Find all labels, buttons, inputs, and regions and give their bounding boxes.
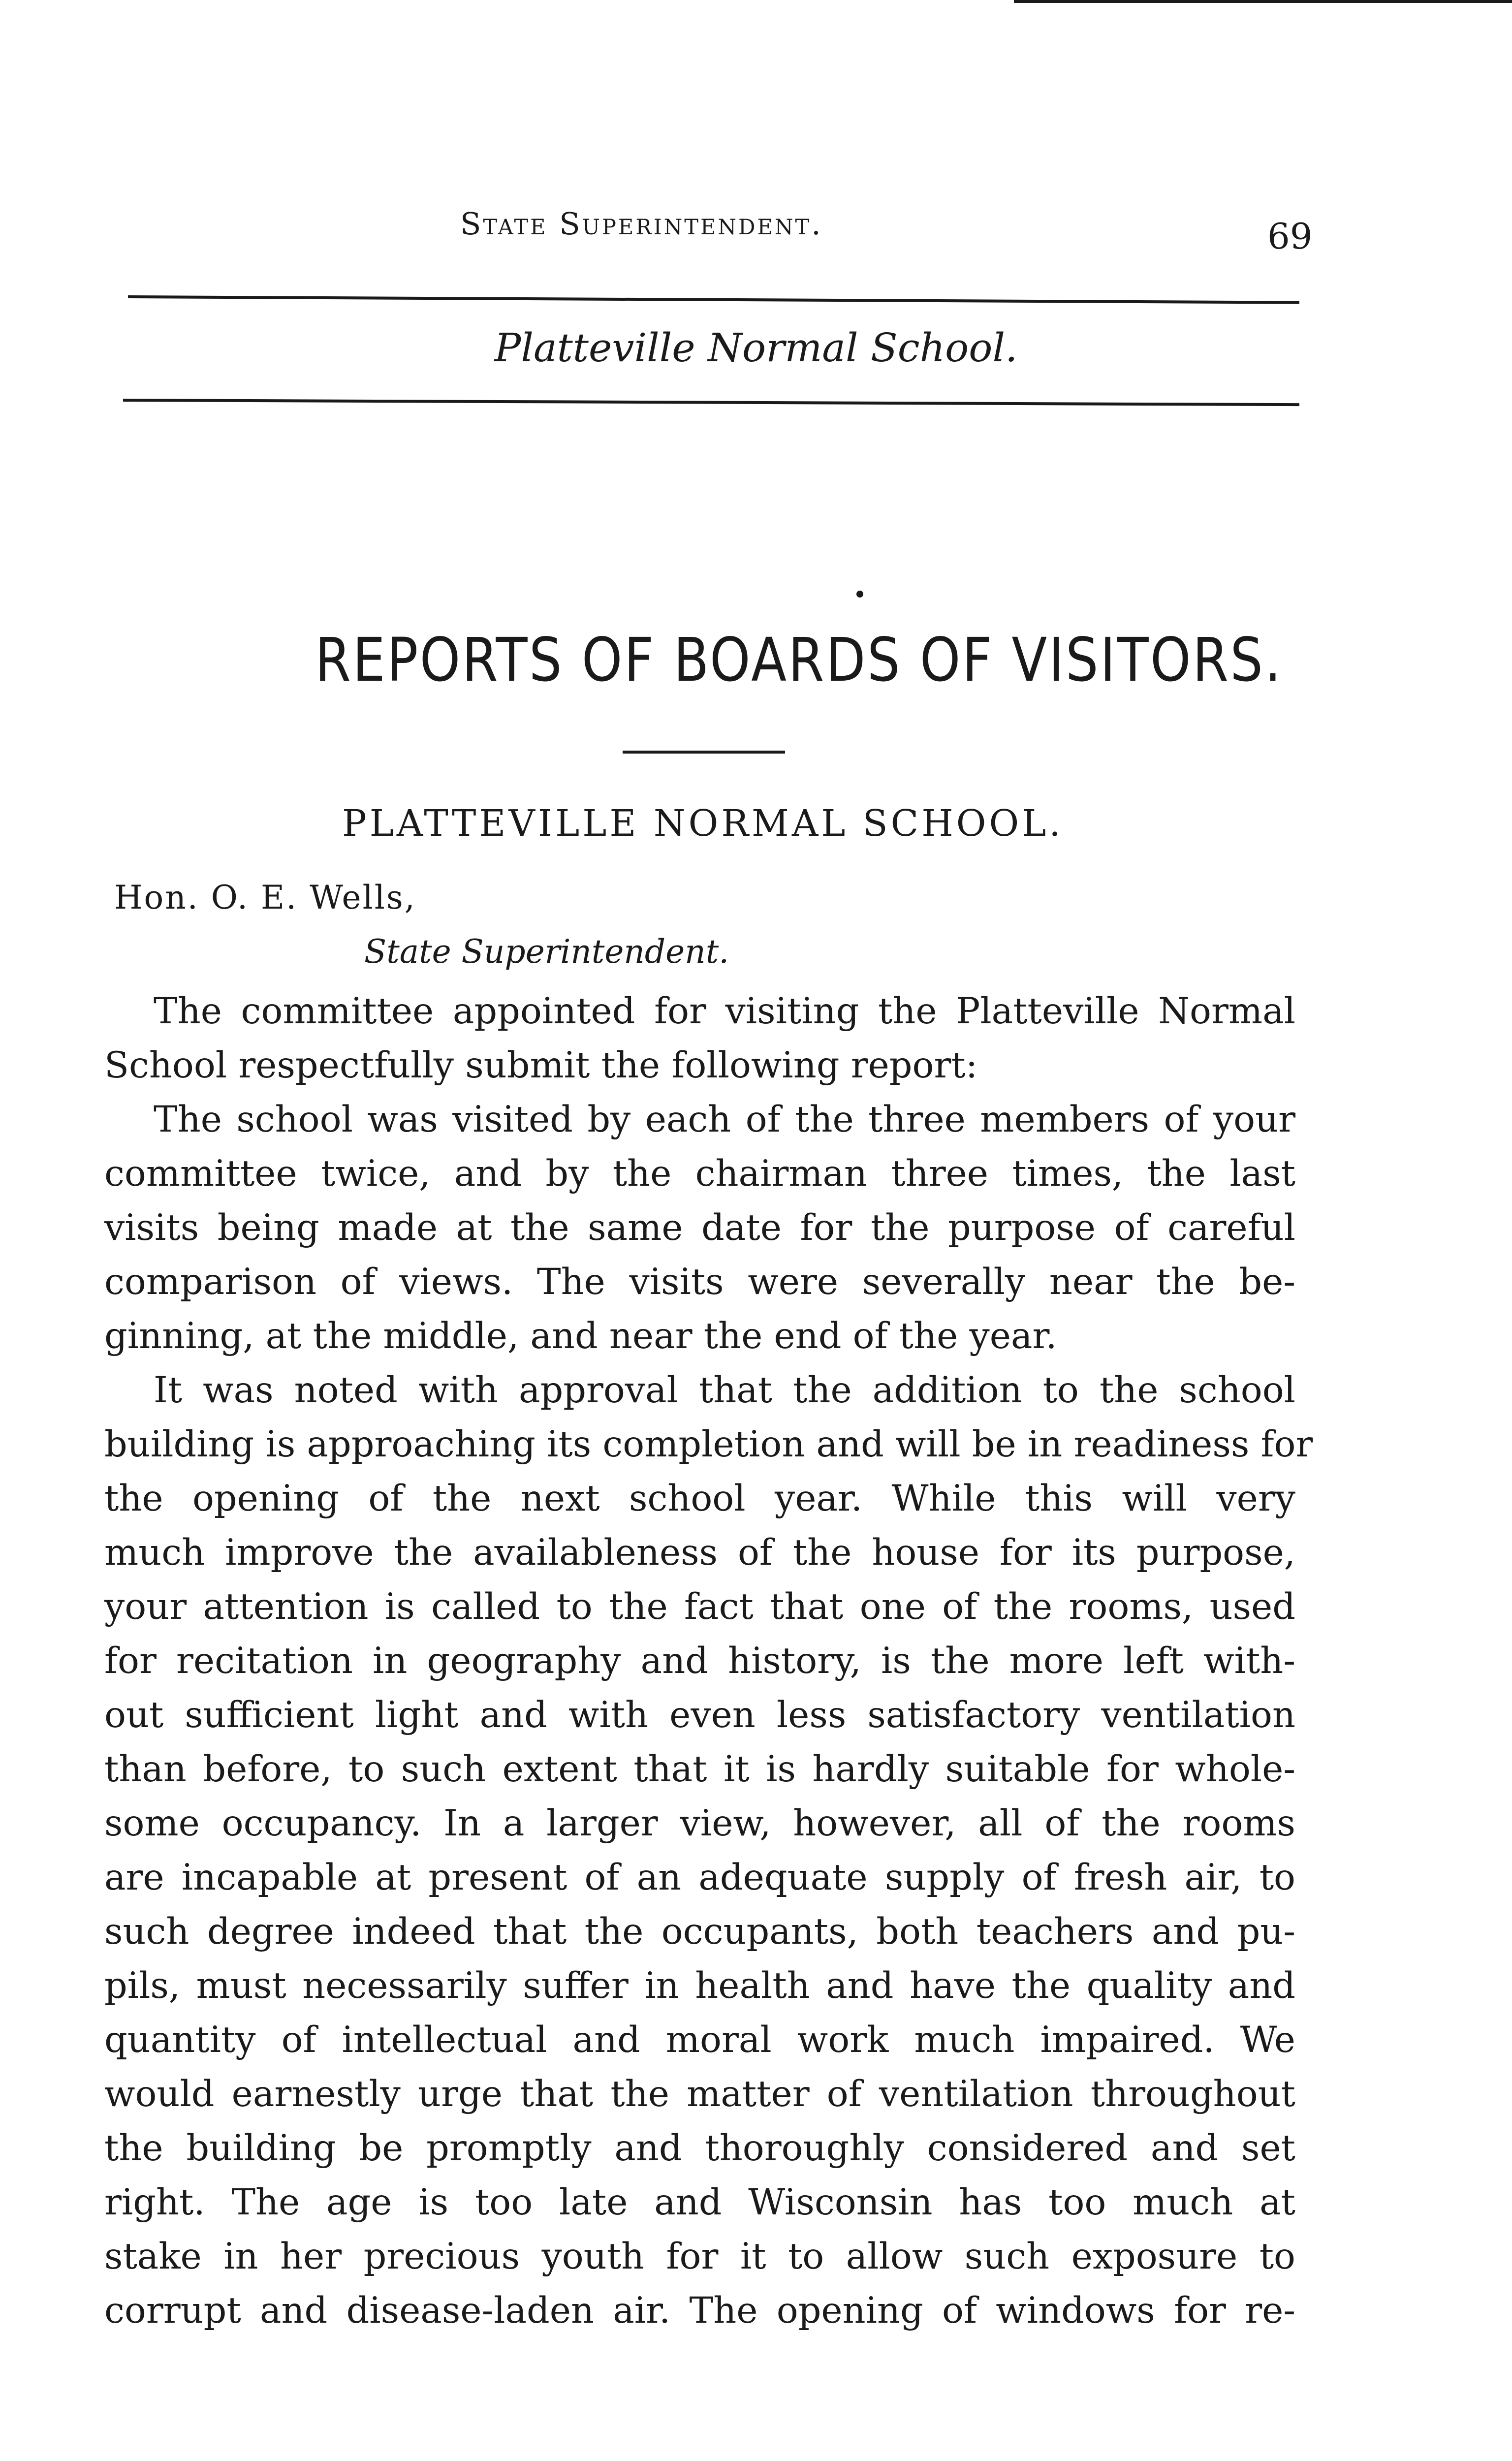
body-line: School respectfully submit the following report:: [104, 1044, 978, 1086]
body-line: out sufficient light and with even less satisfactory ventilation: [104, 1694, 1295, 1736]
body-line: visits being made at the same date for the purpose of careful: [104, 1207, 1295, 1249]
body-line: pils, must necessarily suffer in health and have the quality and: [104, 1965, 1295, 2007]
scan-edge-line: [1014, 0, 1512, 3]
body-line: are incapable at present of an adequate supply of fresh air, to: [104, 1857, 1295, 1898]
body-line: your attention is called to the fact that one of the rooms, used: [104, 1586, 1295, 1628]
designation: State Superintendent.: [364, 933, 729, 971]
body-line: quantity of intellectual and moral work much impaired. We: [104, 2019, 1295, 2061]
body-line: right. The age is too late and Wisconsin has too much at: [104, 2181, 1295, 2223]
report-subtitle: PLATTEVILLE NORMAL SCHOOL.: [342, 802, 1064, 845]
top-rule: [128, 295, 1299, 304]
page-number: 69: [1267, 216, 1313, 257]
report-body: [104, 984, 1313, 2338]
salutation: Hon. O. E. Wells,: [114, 879, 416, 916]
body-line: comparison of views. The visits were severally near the be-: [104, 1261, 1295, 1303]
ink-dot: [856, 591, 863, 598]
body-line: corrupt and disease-laden air. The opening of windows for re-: [104, 2290, 1295, 2332]
running-head: State Superintendent.: [460, 206, 823, 242]
body-line: committee twice, and by the chairman three times, the last: [104, 1153, 1295, 1195]
title-divider: [623, 751, 785, 754]
body-line: The committee appointed for visiting the Platteville Normal: [154, 990, 1295, 1032]
body-line: for recitation in geography and history, is the more left with-: [104, 1640, 1295, 1682]
body-line: the opening of the next school year. While this will very: [104, 1478, 1295, 1519]
body-line: stake in her precious youth for it to allow such exposure to: [104, 2236, 1295, 2277]
body-line: The school was visited by each of the three members of your: [154, 1099, 1295, 1140]
body-line: It was noted with approval that the addition to the school: [154, 1369, 1295, 1411]
bottom-rule: [123, 399, 1299, 406]
body-line: some occupancy. In a larger view, however, all of the rooms: [104, 1802, 1295, 1844]
body-line: ginning, at the middle, and near the end of the year.: [104, 1315, 1057, 1357]
body-line: than before, to such extent that it is hardly suitable for whole-: [104, 1748, 1295, 1790]
body-line: such degree indeed that the occupants, both teachers and pu-: [104, 1911, 1295, 1953]
page-title: REPORTS OF BOARDS OF VISITORS.: [315, 625, 1283, 695]
body-line: the building be promptly and thoroughly considered and set: [104, 2127, 1295, 2169]
body-line: would earnestly urge that the matter of ventilation throughout: [104, 2073, 1295, 2115]
section-heading: Platteville Normal School.: [494, 325, 1018, 371]
body-line: much improve the availableness of the house for its purpose,: [104, 1532, 1295, 1574]
body-line: building is approaching its completion and will be in readiness for: [104, 1423, 1313, 1465]
